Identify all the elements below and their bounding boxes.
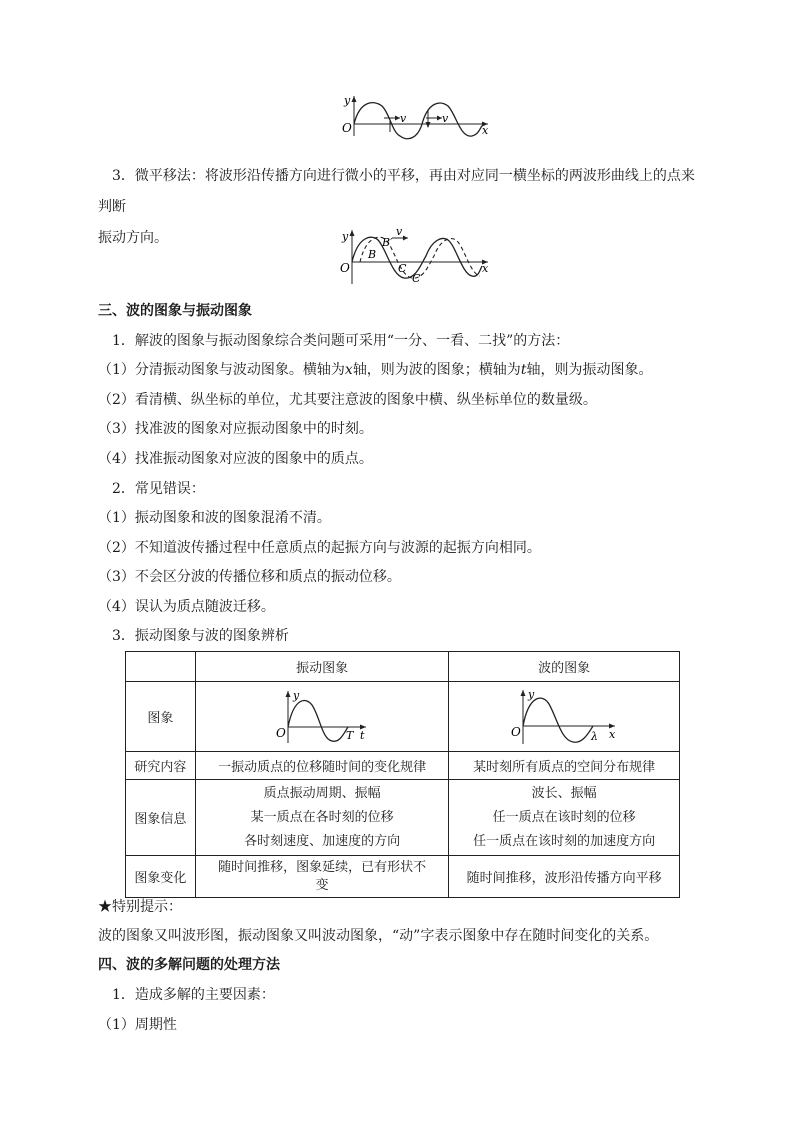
wave-graph: [509, 686, 619, 748]
change-vibration: [195, 856, 449, 898]
section3-sub4: （4）找准振动图象对应波的图象中的质点。: [98, 451, 373, 467]
comparison-table: [125, 651, 680, 898]
section4-sub1: （1）周期性: [98, 1017, 177, 1033]
fig2-cp: C′: [412, 272, 423, 285]
row-label-change: 图象变化: [126, 856, 196, 898]
section3-item1: 1．解波的图象与振动图象综合类问题可采用“一分、一看、二找”的方法：: [112, 333, 570, 349]
wave-x: x: [609, 727, 616, 741]
change-wave: 随时间推移，波形沿传播方向平移: [449, 856, 680, 898]
vib-origin: O: [276, 725, 286, 740]
sub1-b: 轴，则为波的图象；横轴为: [352, 362, 521, 378]
info-wave: [449, 780, 680, 856]
section3-sub1: [98, 360, 652, 380]
table-row-change: [126, 856, 680, 898]
fig2-y: y: [342, 230, 349, 243]
section3-err2: （2）不知道波传播过程中任意质点的起振方向与波源的起振方向相同。: [98, 540, 541, 556]
wave-lambda: λ: [591, 729, 599, 743]
info-wave-2: 任一质点在该时刻的位移: [492, 809, 636, 825]
row-label-content: 研究内容: [126, 752, 196, 780]
fig1-v1: v: [400, 112, 407, 125]
section3-sub3: （3）找准波的图象对应振动图象中的时刻。: [98, 421, 373, 437]
fig2-origin: O: [340, 261, 350, 275]
wave-origin: O: [511, 724, 522, 739]
change-vib-1: 随时间推移，图象延续，已有形状不: [218, 859, 427, 875]
wave-velocity-figure: [338, 92, 494, 140]
fig2-c: C: [398, 262, 407, 275]
fig2-v: v: [396, 226, 403, 238]
header-vibration: 振动图象: [195, 652, 449, 682]
vib-T: T: [346, 728, 354, 742]
info-wave-1: 波长、振幅: [531, 785, 597, 801]
table-row-info: [126, 780, 680, 856]
fig2-x: x: [482, 262, 489, 275]
fig1-v2: v: [442, 112, 449, 125]
section4-item1: 1．造成多解的主要因素：: [112, 987, 275, 1003]
table-row-content: [126, 752, 680, 780]
table-header-row: [126, 652, 680, 682]
vib-y: y: [293, 688, 300, 702]
tip-label: ★特别提示：: [98, 899, 182, 915]
method3-line2: 振动方向。: [98, 230, 168, 246]
fig1-origin: O: [342, 121, 352, 135]
method3-line1: 3．微平移法：将波形沿传播方向进行微小的平移，再由对应同一横坐标的两波形曲线上的点来判断: [98, 168, 695, 215]
info-vib-1: 质点振动周期、振幅: [263, 785, 381, 801]
table-row-image: [126, 682, 680, 752]
vibration-graph: [274, 687, 370, 747]
vibration-graph-cell: [195, 682, 449, 752]
section3-item2: 2．常见错误：: [112, 481, 205, 497]
content-wave: 某时刻所有质点的空间分布规律: [449, 752, 680, 780]
tip-text: 波的图象又叫波形图，振动图象又叫波动图象，“动”字表示图象中存在随时间变化的关系。: [98, 928, 659, 944]
table-corner: [126, 652, 196, 682]
vib-t-axis: t: [360, 728, 365, 742]
section3-item3: 3．振动图象与波的图象辨析: [112, 628, 289, 644]
section3-err3: （3）不会区分波的传播位移和质点的振动位移。: [98, 569, 401, 585]
translation-method-figure: [338, 226, 494, 288]
content-vibration: 一振动质点的位移随时间的变化规律: [195, 752, 449, 780]
info-vibration: [195, 780, 449, 856]
info-vib-2: 某一质点在各时刻的位移: [250, 809, 394, 825]
section3-sub2: （2）看清横、纵坐标的单位，尤其要注意波的图象中横、纵坐标单位的数量级。: [98, 392, 597, 408]
info-vib-3: 各时刻速度、加速度的方向: [244, 833, 401, 849]
wave-y: y: [528, 687, 535, 701]
fig2-bp: B′: [382, 236, 393, 249]
section3-err4: （4）误认为质点随波迁移。: [98, 599, 275, 615]
row-label-image: 图象: [126, 682, 196, 752]
wave-graph-cell: [449, 682, 680, 752]
change-vib-2: 变: [315, 877, 329, 893]
header-wave: 波的图象: [449, 652, 680, 682]
sub1-c: 轴，则为振动图象。: [526, 362, 653, 378]
section3-heading: 三、波的图象与振动图象: [98, 303, 252, 319]
row-label-info: 图象信息: [126, 780, 196, 856]
fig1-y: y: [344, 94, 351, 107]
section4-heading: 四、波的多解问题的处理方法: [98, 957, 280, 973]
fig2-b: B: [368, 248, 377, 261]
info-wave-3: 任一质点在该时刻的加速度方向: [473, 833, 656, 849]
section3-err1: （1）振动图象和波的图象混淆不清。: [98, 510, 331, 526]
fig1-x: x: [482, 124, 489, 137]
sub1-x: x: [344, 362, 353, 378]
sub1-a: （1）分清振动图象与波动图象。横轴为: [98, 362, 345, 378]
sub1-t: t: [520, 362, 527, 378]
